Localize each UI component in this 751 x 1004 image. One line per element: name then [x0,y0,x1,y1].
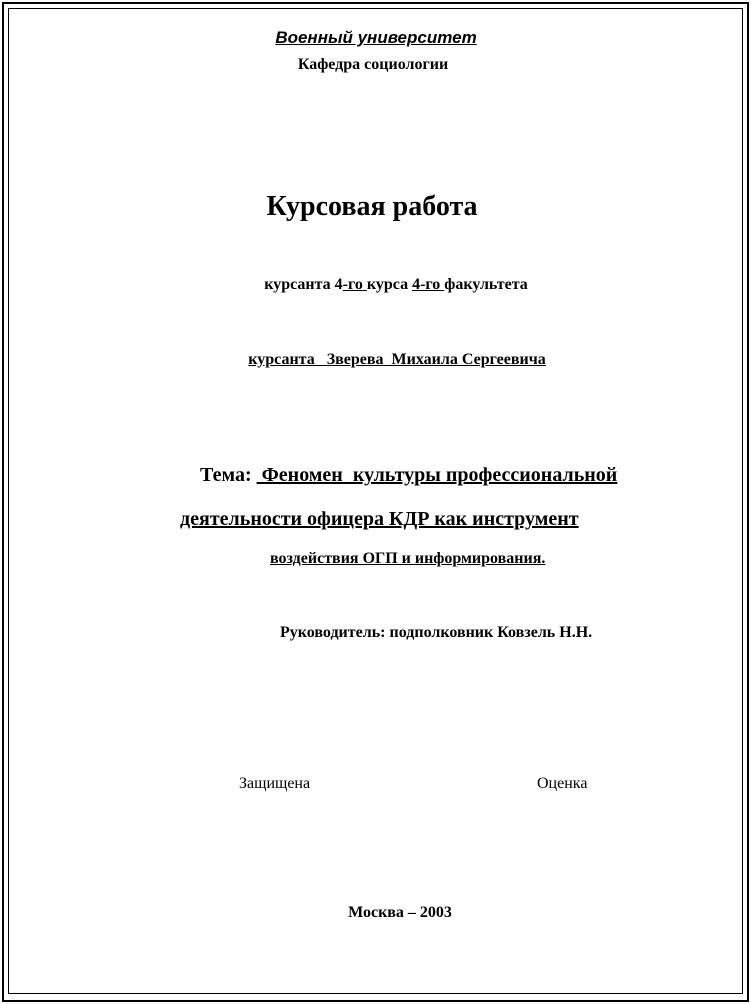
course-line-part: факультета [444,276,528,293]
topic-text-1: Феномен культуры профессиональной [256,464,618,486]
topic-line-2: деятельности офицера КДР как инструмент [180,508,579,530]
course-line [264,276,528,294]
department-name: Кафедра социологии [297,56,449,73]
document-type-title: Курсовая работа [266,191,478,222]
topic-line-1 [200,464,617,487]
topic-label: Тема: [200,464,257,486]
page-border-inner [8,8,743,994]
course-line-part: 4-го [412,276,445,293]
course-line-part: курсанта 4 [264,276,343,293]
student-name-text: курсанта Зверева Михаила Сергеевича [248,351,546,368]
grade-label: Оценка [537,775,588,792]
defended-label: Защищена [239,775,311,792]
course-line-part: -го [342,276,367,293]
supervisor-line: Руководитель: подполковник Ковзель Н.Н. [280,624,593,641]
topic-line-3: воздействия ОГП и информирования. [270,550,546,567]
course-line-part: курса [366,276,413,293]
university-name: Военный университет [275,28,477,47]
city-year: Москва – 2003 [348,904,452,921]
student-name-line [248,351,545,369]
